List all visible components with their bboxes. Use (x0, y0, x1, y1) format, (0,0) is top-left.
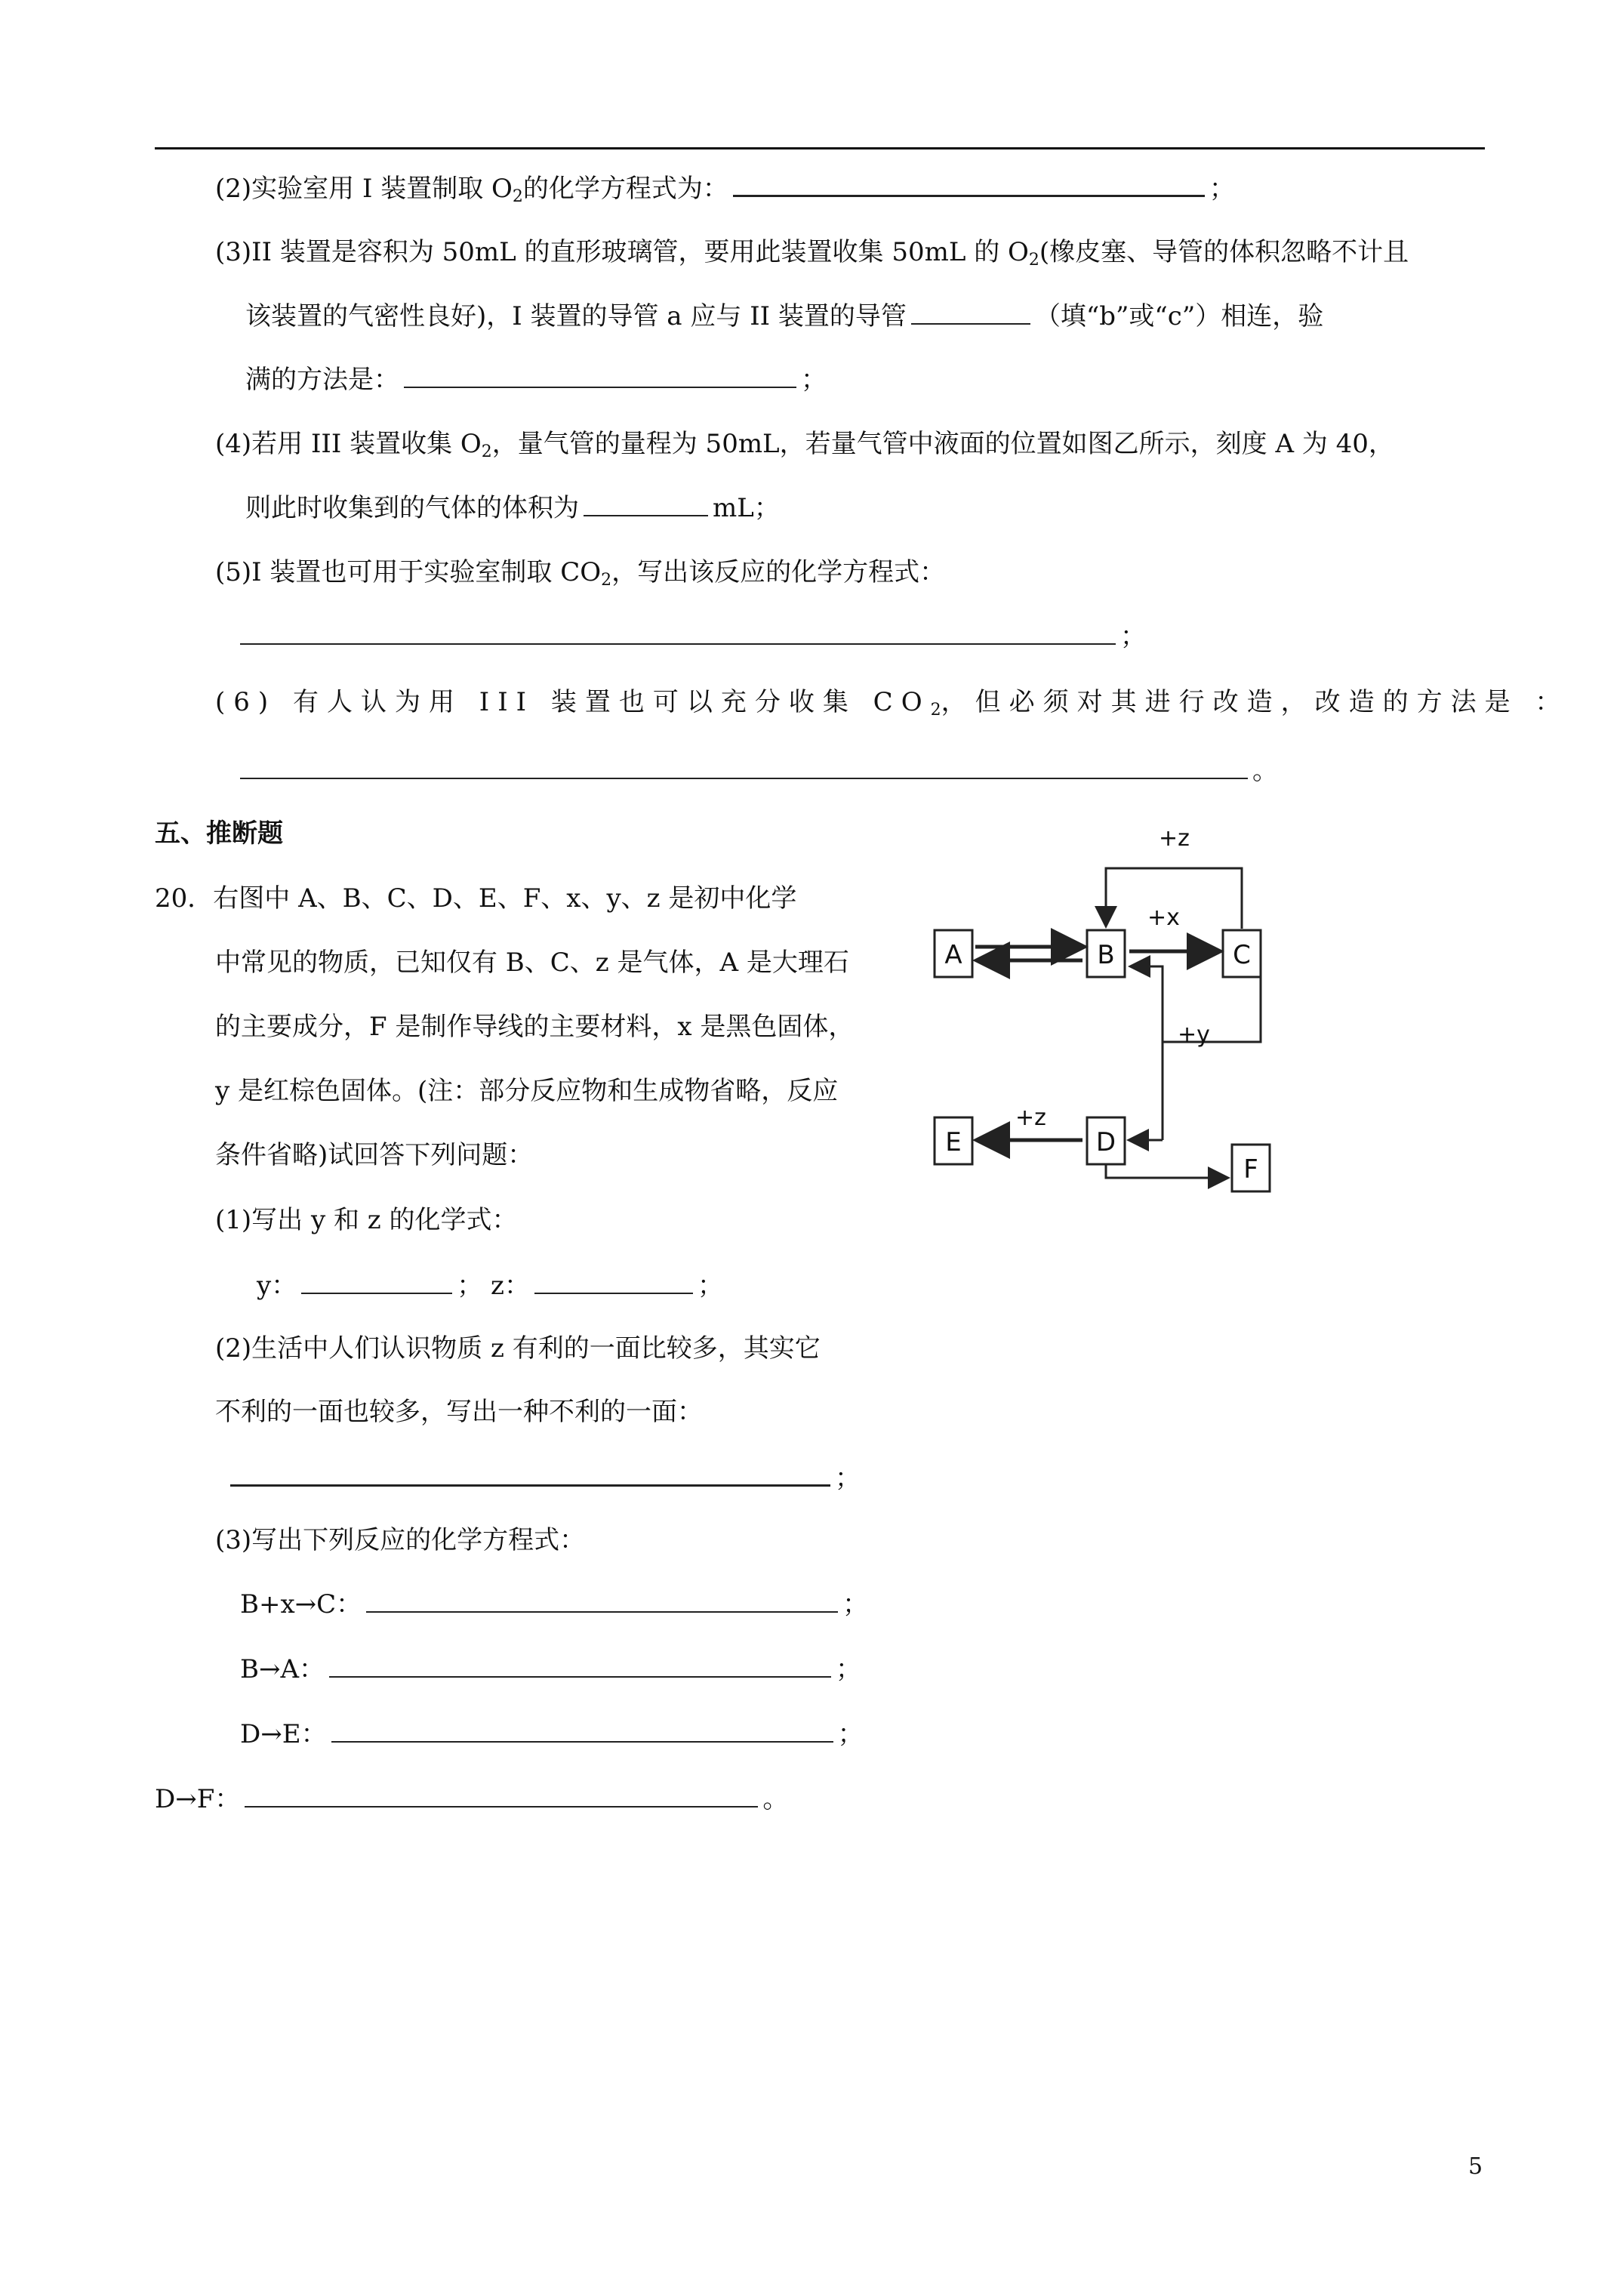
q20-line-2: 中常见的物质，已知仅有 B、C、z 是气体，A 是大理石 (215, 948, 849, 978)
arrow-D-to-F (1106, 1164, 1226, 1178)
question-4-line-1 (215, 429, 1394, 459)
node-C: C (1233, 940, 1251, 970)
q6-text-1: (6) 有人认为用 III 装置也可以充分收集 CO (215, 687, 931, 717)
reaction-1-end: ； (842, 1589, 869, 1620)
z-label: ； z： (457, 1271, 530, 1301)
q5-subscript: 2 (601, 571, 612, 590)
node-A: A (944, 940, 962, 970)
reaction-2-end: ； (836, 1654, 862, 1684)
reaction-3-blank[interactable] (331, 1718, 833, 1743)
q3-end: ； (801, 365, 827, 395)
reaction-2-blank[interactable] (329, 1653, 831, 1678)
q5-end: ； (1120, 621, 1146, 652)
q6-method-blank[interactable] (240, 755, 1248, 779)
q3-subscript: 2 (1028, 251, 1039, 270)
node-B: B (1097, 940, 1115, 970)
q3-text-2b: （填“b”或“c”）相连，验 (1034, 301, 1324, 331)
q20-part-1-answers (257, 1270, 723, 1301)
q3-text-2: 该装置的气密性良好)，I 装置的导管 a 应与 II 装置的导管 (245, 301, 907, 331)
z-harm-blank[interactable] (230, 1462, 830, 1487)
q2-answer-blank[interactable] (733, 172, 1205, 197)
q20-part-2-line-1: (2)生活中人们认识物质 z 有利的一面比较多，其实它 (215, 1333, 821, 1364)
reaction-4-blank[interactable] (245, 1783, 758, 1808)
q20-line-4: y 是红棕色固体。(注：部分反应物和生成物省略，反应 (215, 1076, 839, 1106)
reaction-4-label: D→F： (155, 1784, 241, 1814)
q4-unit: mL； (713, 493, 780, 523)
q20-part-2-line-2: 不利的一面也较多，写出一种不利的一面： (215, 1397, 703, 1427)
q20-line-3: 的主要成分，F 是制作导线的主要材料，x 是黑色固体， (215, 1012, 855, 1042)
q2-subscript: 2 (512, 187, 523, 206)
reaction-1 (240, 1589, 868, 1620)
node-E: E (945, 1127, 962, 1157)
question-3-line-3 (245, 364, 827, 395)
q6-text-1b: ，但必须对其进行改造，改造的方法是 ： (941, 687, 1569, 717)
question-5-line-2 (240, 621, 1146, 652)
q5-text-1: (5)I 装置也可用于实验室制取 CO (215, 557, 602, 587)
reaction-3 (240, 1718, 864, 1749)
question-5-line-1 (215, 557, 946, 590)
question-6-line-2 (240, 755, 1278, 786)
question-2-line (215, 172, 1235, 204)
label-plus-z-top: +z (1159, 825, 1190, 852)
question-6-line-1 (215, 687, 1569, 720)
section-title: 五、推断题 (155, 818, 283, 849)
q4-text-1: (4)若用 III 装置收集 O (215, 429, 482, 459)
p2-end: ； (835, 1463, 861, 1493)
q20-line-1: 20．右图中 A、B、C、D、E、F、x、y、z 是初中化学 (155, 883, 797, 914)
q3-text-3: 满的方法是： (245, 365, 399, 395)
reaction-3-label: D→E： (240, 1719, 327, 1749)
page-number: 5 (1468, 2153, 1483, 2180)
reaction-1-label: B+x→C： (240, 1589, 362, 1620)
q3-text-1b: (橡皮塞、导管的体积忽略不计且 (1039, 237, 1409, 267)
p1-end: ； (697, 1271, 723, 1301)
reaction-2-label: B→A： (240, 1654, 325, 1684)
q4-text-2: 则此时收集到的气体的体积为 (245, 493, 579, 523)
q3-text-1: (3)II 装置是容积为 50mL 的直形玻璃管，要用此装置收集 50mL 的 O (215, 237, 1029, 267)
reaction-1-blank[interactable] (366, 1589, 838, 1613)
q2-end: ； (1209, 174, 1235, 204)
node-F: F (1243, 1154, 1258, 1185)
q6-end: 。 (1252, 756, 1278, 786)
reaction-3-end: ； (837, 1719, 864, 1749)
question-4-line-2 (245, 492, 780, 523)
question-3-line-1 (215, 237, 1409, 270)
label-plus-y: +y (1178, 1022, 1210, 1048)
q4-text-1b: ，量气管的量程为 50mL，若量气管中液面的位置如图乙所示，刻度 A 为 40， (491, 429, 1394, 459)
node-D: D (1095, 1127, 1116, 1157)
reaction-diagram (921, 815, 1283, 1223)
q20-part-1: (1)写出 y 和 z 的化学式： (215, 1205, 518, 1235)
q6-subscript: 2 (930, 701, 941, 720)
reaction-4-end: 。 (762, 1784, 789, 1814)
y-label: y： (257, 1271, 297, 1301)
reaction-4 (155, 1783, 788, 1814)
q4-subscript: 2 (481, 442, 492, 461)
q2-text: (2)实验室用 I 装置制取 O (215, 174, 513, 204)
label-plus-x: +x (1147, 905, 1180, 931)
q3-tube-blank[interactable] (911, 300, 1030, 325)
q5-equation-blank[interactable] (240, 621, 1116, 645)
q20-line-5: 条件省略)试回答下列问题： (215, 1140, 534, 1170)
question-3-line-2 (245, 300, 1323, 331)
q20-part-3: (3)写出下列反应的化学方程式： (215, 1525, 586, 1555)
q5-text-1b: ，写出该反应的化学方程式： (611, 557, 946, 587)
q4-volume-blank[interactable] (584, 492, 708, 516)
q3-method-blank[interactable] (404, 364, 796, 388)
q2-text-suffix: 的化学方程式为： (522, 174, 728, 204)
y-formula-blank[interactable] (301, 1270, 452, 1294)
label-plus-z-de: +z (1015, 1105, 1046, 1131)
reaction-2 (240, 1653, 861, 1684)
q20-part-2-answer (230, 1462, 861, 1493)
z-formula-blank[interactable] (534, 1270, 693, 1294)
header-rule (155, 147, 1485, 149)
